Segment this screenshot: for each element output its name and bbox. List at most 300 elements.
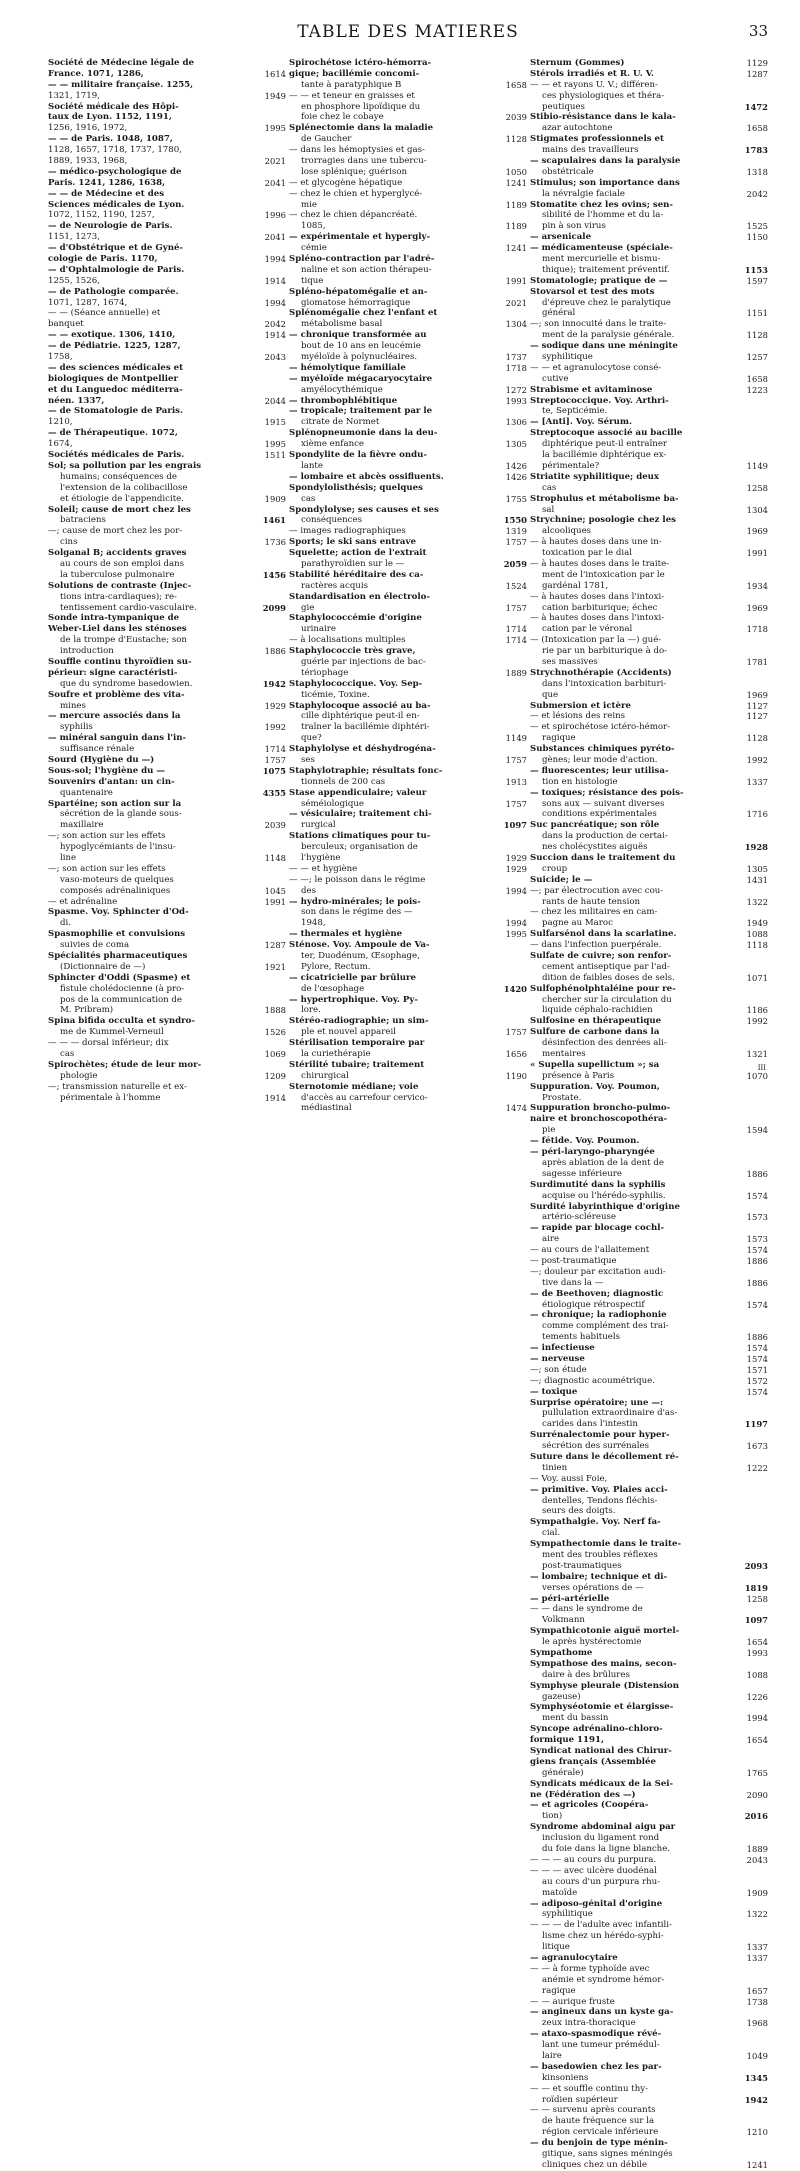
entry-page-number: 1654 bbox=[746, 1735, 768, 1746]
entry-text: Spondylolisthésis; quelques bbox=[289, 482, 423, 493]
entry-text: — tropicale; traitement par le bbox=[289, 406, 433, 417]
entry-page-number: 1913 bbox=[505, 776, 527, 787]
entry-page-number: 1186 bbox=[746, 1005, 768, 1016]
entry-text: mentaires bbox=[542, 1049, 586, 1060]
index-entry bbox=[289, 984, 527, 995]
entry-page-number: 1150 bbox=[746, 232, 768, 243]
index-entry bbox=[530, 189, 768, 200]
entry-text: Staphylolyse et déshydrogéna- bbox=[289, 744, 436, 755]
entry-text: ses massives bbox=[542, 656, 598, 667]
index-entry bbox=[48, 701, 286, 712]
entry-page-number: 1045 bbox=[264, 885, 286, 896]
entry-text: — de Pédiatrie. 1225, 1287, bbox=[48, 341, 181, 352]
entry-text: ter, Duodénum, Œsophage, bbox=[301, 951, 420, 962]
entry-text: « Supella supellictum »; sa bbox=[530, 1059, 660, 1070]
index-entry bbox=[530, 951, 768, 962]
index-entry bbox=[530, 1093, 768, 1104]
entry-page-number: 2043 bbox=[746, 1854, 768, 1865]
index-entry bbox=[289, 799, 527, 810]
entry-text: médiastinal bbox=[301, 1103, 352, 1114]
entry-page-number: 1914 bbox=[264, 275, 286, 286]
entry-text: — au cours de l'allaitement bbox=[530, 1245, 650, 1256]
entry-page-number: 1210 bbox=[746, 2127, 768, 2138]
entry-page-number: 1714 bbox=[505, 635, 527, 646]
entry-page-number: 1993 bbox=[505, 395, 527, 406]
index-entry bbox=[530, 2007, 768, 2018]
entry-text: Volkmann bbox=[542, 1615, 585, 1626]
index-entry bbox=[48, 1027, 286, 1038]
index-entry bbox=[530, 1539, 768, 1550]
index-entry bbox=[289, 581, 527, 592]
entry-page-number: 4355 bbox=[262, 787, 286, 798]
index-entry bbox=[530, 363, 768, 374]
entry-text: tique bbox=[301, 275, 324, 286]
index-entry bbox=[530, 1648, 768, 1659]
index-entry bbox=[289, 69, 527, 80]
entry-text: Stations climatiques pour tu- bbox=[289, 831, 431, 842]
index-entry bbox=[530, 2138, 768, 2149]
entry-text: sons aux — suivant diverses bbox=[542, 798, 665, 809]
entry-text: Spina bifida occulta et syndro- bbox=[48, 1016, 195, 1027]
entry-text: ment de l'intoxication par le bbox=[542, 569, 665, 580]
index-entry bbox=[530, 548, 768, 559]
entry-text: cial. bbox=[542, 1528, 561, 1539]
index-entry bbox=[289, 603, 527, 614]
index-entry bbox=[530, 842, 768, 853]
entry-text: Solutions de contraste (Injec- bbox=[48, 580, 192, 591]
index-entry bbox=[289, 189, 527, 200]
entry-text: — — à forme typhoïde avec bbox=[530, 1963, 650, 1974]
index-entry bbox=[289, 112, 527, 123]
entry-page-number: 1781 bbox=[746, 656, 768, 667]
index-entry bbox=[530, 1931, 768, 1942]
index-entry bbox=[289, 929, 527, 940]
index-entry bbox=[530, 1169, 768, 1180]
entry-page-number: 1574 bbox=[746, 1299, 768, 1310]
entry-page-number: 1654 bbox=[746, 1637, 768, 1648]
entry-page-number: 1886 bbox=[746, 1332, 768, 1343]
entry-text: ses bbox=[301, 754, 315, 765]
index-entry bbox=[530, 1920, 768, 1931]
index-entry bbox=[48, 679, 286, 690]
index-entry bbox=[530, 603, 768, 614]
index-entry bbox=[48, 428, 286, 439]
index-entry bbox=[530, 1125, 768, 1136]
index-entry bbox=[530, 1452, 768, 1463]
entry-page-number: 1472 bbox=[744, 101, 768, 112]
index-entry bbox=[530, 221, 768, 232]
entry-page-number: 1258 bbox=[746, 1593, 768, 1604]
entry-text: traîner la bacillémie diphtéri- bbox=[301, 722, 430, 733]
index-entry bbox=[289, 472, 527, 483]
entry-text: — — — au cours du purpura. bbox=[530, 1854, 657, 1865]
entry-text: la bacillémie diphtérique ex- bbox=[542, 450, 667, 461]
entry-page-number: 1257 bbox=[746, 352, 768, 363]
entry-text: la curiethérapie bbox=[301, 1049, 371, 1060]
entry-text: après ablation de la dent de bbox=[542, 1157, 664, 1168]
index-entry bbox=[48, 385, 286, 396]
entry-text: rants de haute tension bbox=[542, 896, 641, 907]
index-entry bbox=[289, 1038, 527, 1049]
index-entry bbox=[530, 330, 768, 341]
index-entry bbox=[289, 298, 527, 309]
index-entry bbox=[530, 1114, 768, 1125]
entry-text: des bbox=[301, 885, 316, 896]
entry-page-number: 1050 bbox=[505, 166, 527, 177]
entry-text: Sociétés médicales de Paris. bbox=[48, 450, 185, 461]
entry-text: naline et son action thérapeu- bbox=[301, 264, 432, 275]
entry-page-number: 1474 bbox=[505, 1103, 527, 1114]
entry-text: — de Thérapeutique. 1072, bbox=[48, 428, 178, 439]
index-entry bbox=[289, 570, 527, 581]
entry-text: myéloïde à polynucléaires. bbox=[301, 352, 418, 363]
entry-page-number: 1420 bbox=[503, 983, 527, 994]
entry-text: général bbox=[542, 308, 576, 319]
index-entry bbox=[289, 918, 527, 929]
entry-text: Symphyse pleurale (Distension bbox=[530, 1680, 680, 1691]
entry-text: trorragies dans une tubercu- bbox=[301, 156, 427, 166]
entry-page-number: 2021 bbox=[505, 297, 527, 308]
entry-text: — médicamenteuse (spéciale- bbox=[530, 243, 673, 254]
index-entry bbox=[530, 1942, 768, 1953]
index-entry bbox=[289, 809, 527, 820]
entry-text: Syndicat national des Chirur- bbox=[530, 1746, 672, 1757]
entry-text: — à hautes doses dans l'intoxi- bbox=[530, 613, 665, 624]
entry-text: batraciens bbox=[60, 515, 106, 526]
index-entry bbox=[48, 592, 286, 603]
entry-text: chirurgical bbox=[301, 1070, 349, 1081]
index-entry bbox=[530, 200, 768, 211]
index-entry bbox=[530, 1354, 768, 1365]
entry-text: — — et rayons U. V.; différen- bbox=[530, 79, 658, 90]
entry-text: tions intra-cardiaques); re- bbox=[60, 591, 177, 602]
index-entry bbox=[530, 1877, 768, 1888]
entry-text: le après hystérectomie bbox=[542, 1637, 642, 1648]
entry-page-number: 1574 bbox=[746, 1245, 768, 1256]
entry-text: —; son action sur les effets bbox=[48, 863, 166, 874]
entry-page-number: 1991 bbox=[746, 548, 768, 559]
entry-page-number: 1783 bbox=[744, 145, 768, 156]
entry-text: cutive bbox=[542, 373, 569, 384]
index-entry bbox=[289, 897, 527, 908]
entry-page-number: 2041 bbox=[264, 177, 286, 188]
index-entry bbox=[48, 973, 286, 984]
entry-page-number: 1757 bbox=[505, 602, 527, 613]
index-entry bbox=[289, 385, 527, 396]
index-entry bbox=[530, 777, 768, 788]
index-entry bbox=[48, 766, 286, 777]
entry-page-number: 1738 bbox=[746, 1996, 768, 2007]
index-entry bbox=[530, 613, 768, 624]
entry-page-number: 1197 bbox=[744, 1419, 768, 1430]
entry-page-number: 1995 bbox=[505, 929, 527, 940]
index-entry bbox=[48, 537, 286, 548]
index-entry bbox=[530, 1496, 768, 1507]
index-entry bbox=[530, 570, 768, 581]
entry-text: anémie et syndrome hémor- bbox=[542, 1974, 665, 1985]
entry-page-number: 1886 bbox=[264, 646, 286, 657]
entry-page-number: 1994 bbox=[264, 254, 286, 265]
entry-page-number: 1993 bbox=[746, 1648, 768, 1659]
entry-text: croup bbox=[542, 863, 568, 874]
entry-page-number: 1571 bbox=[746, 1364, 768, 1375]
entry-page-number: 2021 bbox=[264, 156, 286, 166]
index-entry bbox=[530, 428, 768, 439]
entry-page-number: 1995 bbox=[264, 123, 286, 134]
entry-text: — basedowien chez les par- bbox=[530, 2061, 662, 2072]
index-entry bbox=[289, 592, 527, 603]
entry-text: — lombaire et abcès ossifluents. bbox=[289, 471, 444, 482]
entry-text: Souffle continu thyroïdien su- bbox=[48, 656, 192, 667]
entry-page-number: 1614 bbox=[264, 68, 286, 79]
entry-text: mines bbox=[60, 700, 86, 711]
entry-page-number: 1524 bbox=[505, 580, 527, 591]
entry-page-number: 1069 bbox=[264, 1049, 286, 1060]
entry-text: Suppuration broncho-pulmo- bbox=[530, 1103, 671, 1114]
entry-text: fistule cholédocienne (à pro- bbox=[60, 983, 185, 994]
entry-text: ment mercurielle et bismu- bbox=[542, 254, 661, 265]
entry-page-number: 1992 bbox=[746, 754, 768, 765]
index-entry bbox=[48, 396, 286, 407]
entry-text: ne (Fédération des —) bbox=[530, 1789, 636, 1800]
index-entry bbox=[530, 1408, 768, 1419]
entry-page-number: 2059 bbox=[503, 558, 527, 569]
entry-text: foie chez le cobaye bbox=[301, 112, 384, 123]
entry-text: cémie bbox=[301, 243, 327, 254]
entry-page-number: 1070 bbox=[746, 1070, 768, 1081]
index-entry bbox=[48, 690, 286, 701]
index-entry bbox=[530, 788, 768, 799]
index-entry bbox=[530, 1637, 768, 1648]
entry-text: rurgical bbox=[301, 820, 336, 831]
index-entry bbox=[530, 1866, 768, 1877]
entry-text: — dans l'infection puerpérale. bbox=[530, 940, 662, 951]
entry-text: biologiques de Montpellier bbox=[48, 373, 179, 384]
entry-text: xième enfance bbox=[301, 439, 365, 450]
entry-text: pin à son virus bbox=[542, 221, 606, 232]
entry-page-number: 1461 bbox=[262, 515, 286, 526]
index-entry bbox=[530, 2018, 768, 2029]
entry-text: Sulfophénolphtaléine pour re- bbox=[530, 983, 676, 994]
entry-page-number: 1304 bbox=[746, 504, 768, 515]
entry-page-number: 1431 bbox=[746, 874, 768, 885]
index-entry bbox=[530, 1713, 768, 1724]
entry-text: — chez les militaires en cam- bbox=[530, 907, 658, 918]
entry-text: — — et teneur en graisses et bbox=[289, 90, 415, 101]
entry-text: Staphylocoque associé au ba- bbox=[289, 700, 431, 711]
entry-text: l'hygiène bbox=[301, 853, 341, 863]
entry-text: — toxique bbox=[530, 1386, 578, 1397]
entry-page-number: 1322 bbox=[746, 1909, 768, 1920]
index-entry bbox=[48, 80, 286, 91]
entry-text: mie bbox=[301, 199, 317, 210]
entry-page-number: 1128 bbox=[746, 733, 768, 744]
entry-text: dans la production de certai- bbox=[542, 831, 668, 842]
entry-text: parathyroïdien sur le — bbox=[301, 558, 405, 569]
entry-text: di. bbox=[60, 918, 71, 929]
entry-text: diphtérique peut-il entraîner bbox=[542, 439, 668, 450]
index-entry bbox=[530, 2160, 768, 2171]
index-entry bbox=[530, 1278, 768, 1289]
index-entry bbox=[289, 265, 527, 276]
entry-text: suivies de coma bbox=[60, 940, 130, 951]
index-entry bbox=[289, 439, 527, 450]
entry-text: Surprise opératoire; une —: bbox=[530, 1397, 664, 1408]
index-entry bbox=[530, 232, 768, 243]
index-entry bbox=[48, 831, 286, 842]
index-entry bbox=[530, 134, 768, 145]
entry-text: — de Beethoven; diagnostic bbox=[530, 1288, 664, 1299]
entry-text: berculeux; organisation de bbox=[301, 842, 418, 853]
entry-text: — à hautes doses dans l'intoxi- bbox=[530, 591, 665, 602]
index-entry bbox=[289, 407, 527, 418]
entry-text: séméiologique bbox=[301, 798, 364, 809]
entry-page-number: 1928 bbox=[744, 842, 768, 853]
index-entry bbox=[530, 1256, 768, 1267]
index-entry bbox=[530, 635, 768, 646]
entry-text: — dans les hémoptysies et gas- bbox=[289, 145, 425, 156]
index-entry bbox=[530, 1082, 768, 1093]
entry-text: Symphyséotomie et élargisse- bbox=[530, 1702, 674, 1713]
index-entry bbox=[289, 178, 527, 189]
index-entry bbox=[530, 2095, 768, 2106]
index-entry bbox=[530, 1986, 768, 1997]
index-entry bbox=[289, 319, 527, 330]
index-entry bbox=[530, 1757, 768, 1768]
index-entry bbox=[530, 1343, 768, 1354]
entry-page-number: 1994 bbox=[505, 918, 527, 929]
index-entry bbox=[48, 1093, 286, 1104]
index-entry bbox=[48, 1049, 286, 1060]
entry-text: cliniques chez un débile bbox=[542, 2159, 648, 2170]
entry-text: Suc pancréatique; son rôle bbox=[530, 820, 660, 831]
index-entry bbox=[48, 287, 286, 298]
entry-page-number: 1287 bbox=[746, 68, 768, 79]
entry-page-number: 1991 bbox=[264, 896, 286, 907]
entry-text: — péri-artérielle bbox=[530, 1593, 610, 1604]
entry-page-number: 1574 bbox=[746, 1343, 768, 1354]
index-entry bbox=[530, 1071, 768, 1082]
entry-page-number: 1322 bbox=[746, 896, 768, 907]
entry-page-number: 1149 bbox=[505, 733, 527, 744]
entry-page-number: 1757 bbox=[505, 1027, 527, 1038]
entry-page-number: 1716 bbox=[746, 809, 768, 820]
index-entry bbox=[530, 2073, 768, 2084]
index-entry bbox=[48, 668, 286, 679]
index-entry bbox=[530, 1332, 768, 1343]
index-entry bbox=[530, 1191, 768, 1202]
entry-text: — chez le chien et hyperglycé- bbox=[289, 188, 423, 199]
index-entry bbox=[48, 189, 286, 200]
entry-page-number: 1949 bbox=[746, 918, 768, 929]
entry-text: tentissement cardio-vasculaire. bbox=[60, 602, 197, 613]
index-entry bbox=[289, 864, 527, 875]
index-entry bbox=[530, 995, 768, 1006]
entry-text: carides dans l'intestin bbox=[542, 1419, 638, 1430]
entry-text: — à hautes doses dans le traite- bbox=[530, 558, 670, 569]
index-entry bbox=[530, 1038, 768, 1049]
index-entry bbox=[530, 1626, 768, 1637]
entry-text: Paris. 1241, 1286, 1638, bbox=[48, 177, 166, 188]
entry-text: litique bbox=[542, 1942, 570, 1953]
index-entry bbox=[289, 145, 527, 156]
entry-text: région cervicale inférieure bbox=[542, 2127, 659, 2138]
entry-text: Splénomégalie chez l'enfant et bbox=[289, 308, 438, 319]
index-entry bbox=[530, 494, 768, 505]
entry-page-number: 1886 bbox=[746, 1277, 768, 1288]
index-entry bbox=[289, 1093, 527, 1104]
entry-text: cas bbox=[60, 1049, 75, 1060]
entry-page-number: 2039 bbox=[505, 112, 527, 123]
index-entry bbox=[48, 559, 286, 570]
entry-text: Sphincter d'Oddi (Spasme) et bbox=[48, 972, 191, 983]
index-entry bbox=[530, 766, 768, 777]
index-entry bbox=[48, 265, 286, 276]
entry-page-number: 1757 bbox=[505, 537, 527, 548]
entry-text: ment de la paralysie générale. bbox=[542, 330, 675, 341]
entry-text: — à hautes doses dans une in- bbox=[530, 537, 662, 548]
entry-text: — de Neurologie de Paris. bbox=[48, 221, 173, 232]
entry-page-number: 1345 bbox=[744, 2072, 768, 2083]
index-entry bbox=[48, 439, 286, 450]
entry-text: — Voy. aussi Foie, bbox=[530, 1473, 608, 1484]
entry-text: Stomatite chez les ovins; sen- bbox=[530, 199, 673, 210]
index-entry bbox=[530, 1310, 768, 1321]
index-entry bbox=[48, 221, 286, 232]
index-entry bbox=[530, 1506, 768, 1517]
index-entry bbox=[48, 254, 286, 265]
entry-text: Sulfosine en thérapeutique bbox=[530, 1016, 662, 1027]
entry-text: sal bbox=[542, 504, 555, 515]
entry-text: Sternotomie médiane; voie bbox=[289, 1081, 419, 1092]
index-entry bbox=[289, 483, 527, 494]
index-entry bbox=[289, 330, 527, 341]
entry-text: sécrétion de la glande sous- bbox=[60, 809, 182, 820]
entry-text: — de Pathologie comparée. bbox=[48, 286, 179, 297]
index-entry bbox=[289, 766, 527, 777]
entry-text: cille diphtérique peut-il en- bbox=[301, 711, 420, 722]
index-entry bbox=[530, 1376, 768, 1387]
entry-text: 1256, 1916, 1972, bbox=[48, 123, 128, 134]
entry-text: Stase appendiculaire; valeur bbox=[289, 787, 427, 798]
entry-text: — [Anti]. Voy. Sérum. bbox=[530, 417, 632, 428]
entry-text: phologie bbox=[60, 1070, 98, 1081]
index-entry bbox=[289, 657, 527, 668]
index-entry bbox=[48, 526, 286, 537]
index-entry bbox=[530, 1822, 768, 1833]
entry-text: sagesse inférieure bbox=[542, 1168, 622, 1179]
entry-page-number: 2093 bbox=[744, 1560, 768, 1571]
entry-page-number: 1992 bbox=[746, 1016, 768, 1027]
entry-page-number: 1306 bbox=[505, 417, 527, 428]
entry-text: — d'Obstétrique et de Gyné- bbox=[48, 243, 183, 254]
entry-text: 1255, 1526, bbox=[48, 275, 100, 286]
index-entry bbox=[530, 58, 768, 69]
entry-text: Spartéine; son action sur la bbox=[48, 798, 182, 809]
index-entry bbox=[48, 722, 286, 733]
entry-text: France. 1071, 1286, bbox=[48, 68, 144, 79]
entry-page-number: 1241 bbox=[746, 2159, 768, 2170]
entry-text: Souvenirs d'antan: un cin- bbox=[48, 776, 175, 787]
index-entry bbox=[530, 1104, 768, 1115]
entry-text: Sol; sa pollution par les engrais bbox=[48, 460, 202, 471]
entry-text: —; diagnostic acoumétrique. bbox=[530, 1375, 656, 1386]
entry-page-number: 1222 bbox=[746, 1462, 768, 1473]
index-entry bbox=[48, 853, 286, 864]
entry-page-number: 1209 bbox=[264, 1070, 286, 1081]
entry-text: lisme chez un hérédo-syphi- bbox=[542, 1931, 664, 1942]
index-entry bbox=[289, 548, 527, 559]
